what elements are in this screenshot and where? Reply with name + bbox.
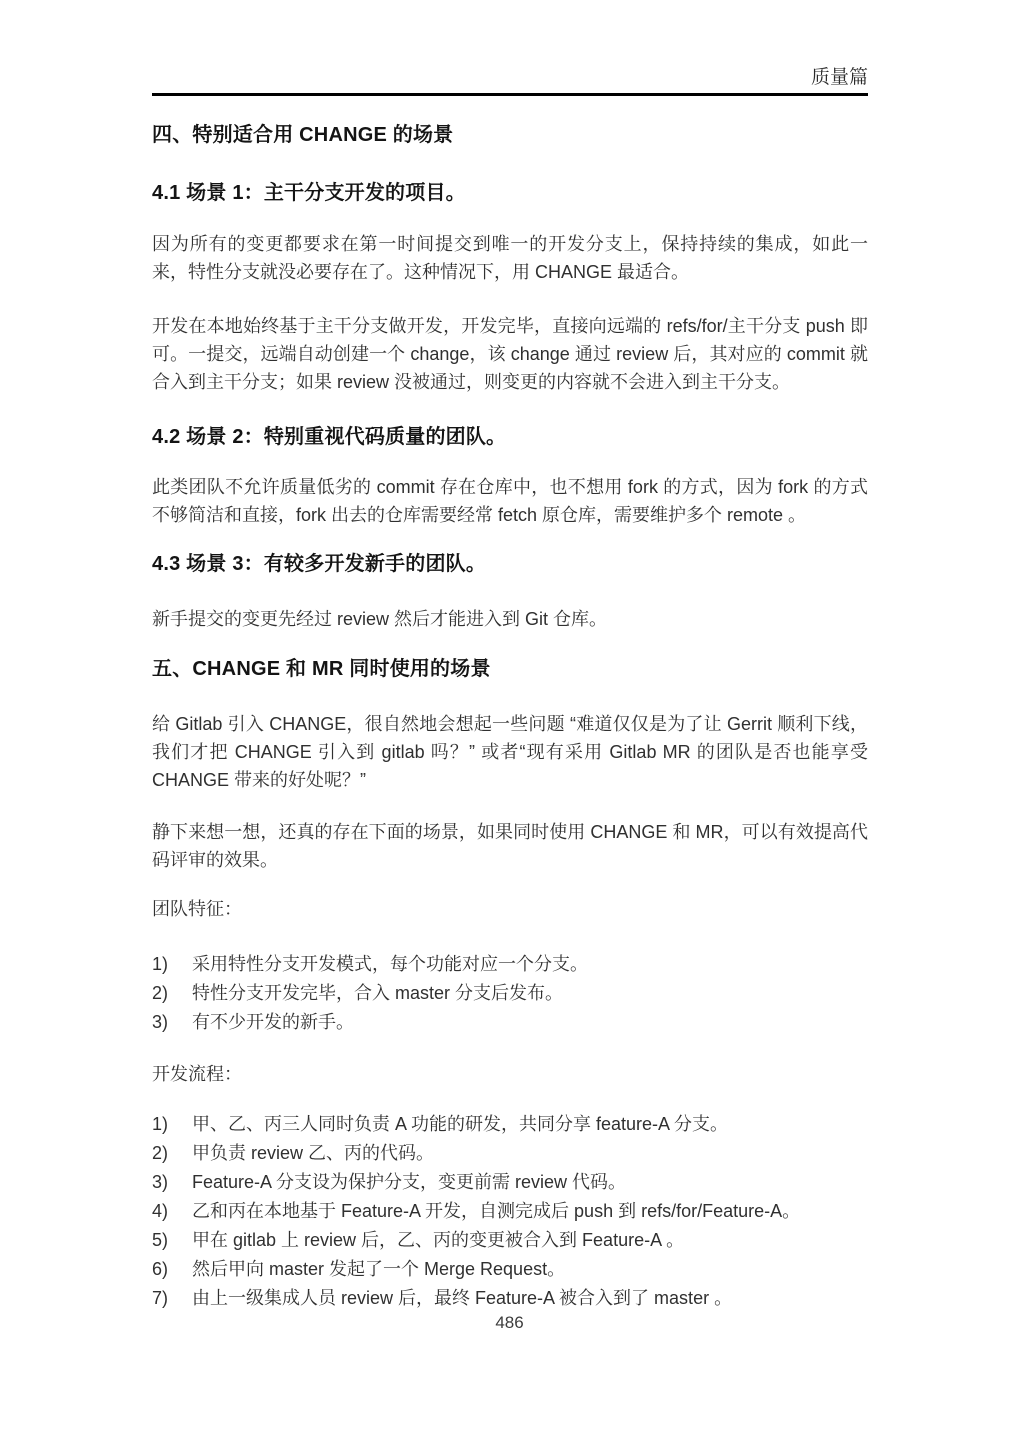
list-item-text: 特性分支开发完毕，合入 master 分支后发布。: [192, 983, 564, 1003]
list-item: [152, 1110, 868, 1139]
section-4-3-paragraph-1: 新手提交的变更先经过 review 然后才能进入到 Git 仓库。: [152, 609, 608, 629]
list-item-number: 1): [152, 1114, 169, 1134]
list-item-number: 2): [152, 983, 169, 1003]
list-item: [152, 1226, 868, 1255]
section-4-1-paragraph-1: 因为所有的变更都要求在第一时间提交到唯一的开发分支上，保持持续的集成，如此一来，特性分支就没必要存在了。这种情况下，用 CHANGE 最适合。: [152, 234, 868, 282]
list-item-text: 甲、乙、丙三人同时负责 A 功能的研发，共同分享 feature-A 分支。: [192, 1114, 729, 1134]
section-4-1-heading: 4.1 场景 1：主干分支开发的项目。: [152, 182, 466, 204]
list-item-number: 2): [152, 1143, 169, 1163]
section-4-2-paragraph-1: 此类团队不允许质量低劣的 commit 存在仓库中，也不想用 fork 的方式，因为 fork 的方式不够简洁和直接，fork 出去的仓库需要经常 fetch 原仓库，需要维护多个 remote 。: [152, 477, 868, 525]
list-item-text: 然后甲向 master 发起了一个 Merge Request。: [192, 1259, 566, 1279]
list-item: [152, 1197, 868, 1226]
list-item: [152, 1255, 868, 1284]
team-traits-list: [152, 950, 868, 1037]
page-number: 486: [495, 1313, 524, 1332]
list-item-text: 甲负责 review 乙、丙的代码。: [192, 1143, 435, 1163]
list-item-text: Feature-A 分支设为保护分支，变更前需 review 代码。: [192, 1172, 627, 1192]
list-item-number: 3): [152, 1012, 169, 1032]
list-item: [152, 1139, 868, 1168]
section-5-paragraph-1: 给 Gitlab 引入 CHANGE，很自然地会想起一些问题 “难道仅仅是为了让 Gerrit 顺利下线，我们才把 CHANGE 引入到 gitlab 吗？” 或者“现有采用 Gitlab MR 的团队是否也能享受 CHANGE 带来的好处呢？”: [152, 714, 868, 790]
list-item-number: 4): [152, 1201, 169, 1221]
list-item: [152, 1284, 868, 1313]
list-item-number: 6): [152, 1259, 169, 1279]
section-5-heading: 五、CHANGE 和 MR 同时使用的场景: [152, 658, 491, 680]
header-rule: [152, 93, 868, 96]
dev-flow-list: [152, 1110, 868, 1313]
section-5-paragraph-2: 静下来想一想，还真的存在下面的场景，如果同时使用 CHANGE 和 MR，可以有效提高代码评审的效果。: [152, 822, 868, 870]
list-item: [152, 979, 868, 1008]
list-item-number: 3): [152, 1172, 169, 1192]
team-traits-label: 团队特征：: [152, 899, 242, 919]
section-4-heading: 四、特别适合用 CHANGE 的场景: [152, 124, 454, 146]
list-item-number: 7): [152, 1288, 169, 1308]
list-item-number: 5): [152, 1230, 169, 1250]
list-item-number: 1): [152, 954, 169, 974]
section-4-3-heading: 4.3 场景 3：有较多开发新手的团队。: [152, 553, 487, 575]
list-item: [152, 950, 868, 979]
list-item-text: 乙和丙在本地基于 Feature-A 开发，自测完成后 push 到 refs/for/Feature-A。: [192, 1201, 801, 1221]
dev-flow-label: 开发流程：: [152, 1064, 242, 1084]
list-item-text: 有不少开发的新手。: [192, 1012, 354, 1032]
running-header: 质量篇: [810, 67, 868, 88]
list-item-text: 采用特性分支开发模式，每个功能对应一个分支。: [192, 954, 588, 974]
section-4-1-paragraph-2: 开发在本地始终基于主干分支做开发，开发完毕，直接向远端的 refs/for/主干分支 push 即可。一提交，远端自动创建一个 change，该 change 通过 review 后，其对应的 commit 就合入到主干分支；如果 review 没被通过，则变更的内容就不会进入到主干分支。: [152, 316, 868, 392]
list-item-text: 甲在 gitlab 上 review 后，乙、丙的变更被合入到 Feature-A 。: [192, 1230, 685, 1250]
list-item: [152, 1168, 868, 1197]
list-item-text: 由上一级集成人员 review 后，最终 Feature-A 被合入到了 master 。: [192, 1288, 733, 1308]
list-item: [152, 1008, 868, 1037]
section-4-2-heading: 4.2 场景 2：特别重视代码质量的团队。: [152, 426, 507, 448]
